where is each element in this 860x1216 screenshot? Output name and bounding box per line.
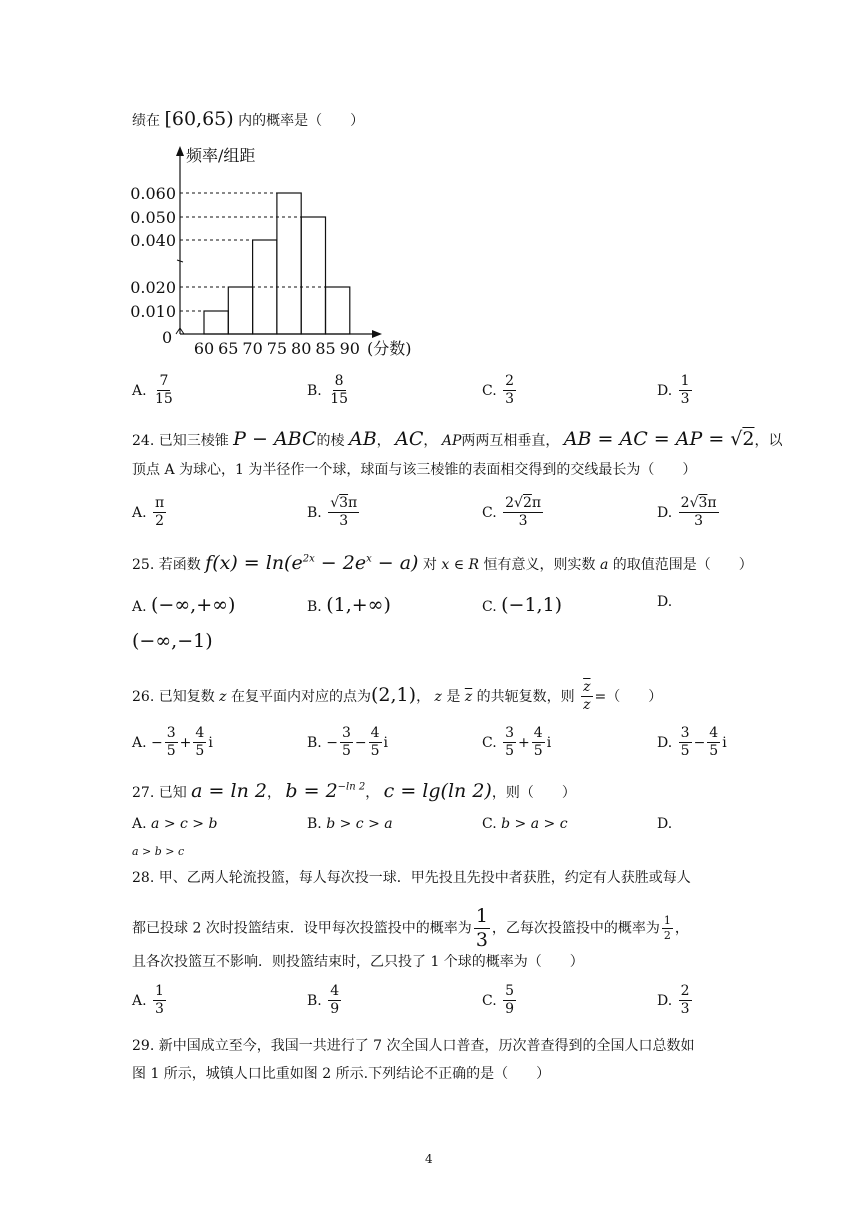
option-text: b > a > c (501, 816, 568, 832)
question-number: 27. (132, 785, 155, 801)
q25-line-1 (132, 552, 753, 575)
x-tick-label: 80 (291, 339, 312, 358)
denominator: 3 (339, 513, 349, 530)
q28-option-c[interactable] (482, 984, 518, 1018)
option-label: B. (307, 599, 322, 615)
option-label: C. (482, 816, 497, 832)
option-label: C. (482, 992, 497, 1009)
option-label: A. (132, 816, 147, 832)
histogram-bar (277, 193, 301, 334)
numerator: 2 (503, 374, 516, 391)
denominator: 5 (505, 743, 515, 760)
text: =（ ） (594, 688, 663, 705)
question-number: 25. (132, 557, 155, 573)
variable-z: z (434, 688, 442, 705)
expr-part: − 2e (314, 552, 367, 574)
definition-b (285, 780, 365, 802)
option-text: (−1,1) (501, 594, 563, 616)
option-label: D. (657, 992, 673, 1009)
q26-option-b[interactable] (307, 726, 388, 760)
q23-stem-prefix: 绩在 (132, 113, 160, 129)
q23-option-a[interactable] (132, 374, 177, 408)
denominator: 5 (533, 743, 543, 760)
sign: − (326, 734, 338, 751)
numerator: 3 (679, 726, 692, 743)
x-tick-label: 85 (315, 339, 336, 358)
exponent: −ln 2 (337, 781, 366, 793)
text: 的取值范围是（ ） (612, 557, 753, 573)
edge-ac: AC (395, 428, 424, 450)
text: ，则（ ） (491, 785, 576, 801)
denominator: 5 (341, 743, 351, 760)
option-label: A. (132, 734, 147, 751)
frequency-histogram (120, 138, 430, 370)
numerator: 4 (532, 726, 545, 743)
q28-line-3: 且各次投篮互不影响．则投篮结束时，乙只投了 1 个球的概率为（ ） (132, 954, 584, 970)
option-label: A. (132, 504, 147, 521)
text: 的棱 (316, 433, 345, 449)
numerator: π (153, 496, 166, 513)
histogram-bar (301, 217, 325, 334)
text: 恒有意义，则实数 (483, 557, 596, 573)
option-label: C. (482, 599, 497, 615)
q24-line-2: 顶点 A 为球心，1 为半径作一个球，球面与该三棱锥的表面相交得到的交线最长为（ ） (132, 462, 697, 478)
q26-option-d[interactable] (657, 726, 727, 760)
denominator: 5 (709, 743, 719, 760)
text: 都已投球 2 次时投篮结束．设甲每次投篮投中的概率为 (132, 920, 472, 937)
x-tick-label: 75 (266, 339, 288, 358)
denominator: 15 (155, 391, 173, 408)
text: 的共轭复数，则 (476, 688, 575, 705)
sqrt-value: 2 (742, 428, 755, 450)
q29-line-2: 图 1 所示，城镇人口比重如图 2 所示.下列结论不正确的是（ ） (132, 1066, 551, 1082)
option-label: D. (657, 382, 673, 399)
numerator: 2 (679, 984, 692, 1001)
q23-option-d[interactable] (657, 374, 694, 408)
imaginary-unit: i (383, 734, 388, 751)
option-label: A. (132, 599, 147, 615)
denominator: 15 (330, 391, 349, 408)
question-number: 29. (132, 1038, 155, 1054)
q25-option-c[interactable] (482, 594, 562, 617)
text: 是 (446, 688, 461, 705)
q25-option-d-value[interactable]: (−∞,−1) (132, 630, 213, 652)
text: 甲、乙两人轮流投篮，每人每次投一球．甲先投且先投中者获胜，约定有人获胜或每人 (158, 870, 691, 886)
numerator: 1 (153, 984, 166, 1001)
q23-option-c[interactable] (482, 374, 518, 408)
denominator: 5 (370, 743, 380, 760)
option-label: B. (307, 816, 322, 832)
option-label: A. (132, 992, 147, 1009)
radicand: 3 (339, 495, 349, 511)
option-text: (1,+∞) (326, 594, 391, 616)
q27-option-a[interactable] (132, 816, 217, 833)
numerator: 1 (679, 374, 692, 391)
exponent: x (366, 553, 372, 565)
q28-option-b[interactable] (307, 984, 343, 1018)
denominator: 9 (505, 1001, 515, 1018)
q27-option-d-value[interactable]: a > b > c (132, 845, 185, 858)
q28-option-d[interactable] (657, 984, 694, 1018)
text: 已知复数 (158, 688, 215, 705)
edge-ab: AB (348, 428, 377, 450)
numerator: $\overline{z}$ (581, 680, 592, 697)
denominator: 5 (680, 743, 690, 760)
denominator: 5 (166, 743, 176, 760)
x-axis-label: (分数) (367, 339, 412, 358)
sign: + (518, 734, 530, 751)
option-label: D. (657, 816, 673, 832)
sign: + (179, 734, 192, 751)
domain-condition: x ∈ R (441, 557, 480, 573)
option-label: B. (307, 504, 322, 521)
imaginary-unit: i (546, 734, 552, 751)
q23-interval: [60,65) (164, 108, 234, 130)
numerator: 4 (193, 726, 206, 743)
denominator: 3 (694, 513, 704, 530)
expr-tetrahedron: P − ABC (233, 428, 317, 450)
sqrt-sign: √ (730, 428, 743, 450)
option-label: C. (482, 504, 497, 521)
complex-point: (2,1) (371, 683, 417, 706)
x-tick-label: 60 (193, 339, 215, 358)
coef: 2 (505, 495, 515, 511)
text: 若函数 (158, 557, 201, 573)
equality-expr: AB = AC = AP = (563, 428, 731, 450)
q27-line-1 (132, 780, 576, 803)
text: ， (365, 785, 380, 801)
origin-label: 0 (162, 328, 173, 347)
pi: π (531, 495, 542, 511)
q26-option-a[interactable] (132, 726, 213, 760)
q24-line-1 (132, 428, 782, 451)
edge-ap: AP (441, 433, 462, 449)
text: 新中国成立至今，我国一共进行了 7 次全国人口普查，历次普查得到的全国人口总数如 (158, 1038, 695, 1054)
numerator: 8 (333, 374, 346, 391)
option-label: C. (482, 734, 497, 751)
question-number: 24. (132, 433, 155, 449)
option-text: (−∞,+∞) (151, 594, 236, 616)
q28-option-a[interactable] (132, 984, 168, 1018)
q23-option-b[interactable] (307, 374, 352, 408)
option-label: D. (657, 734, 673, 751)
histogram-bar (326, 287, 350, 334)
imaginary-unit: i (722, 734, 727, 751)
denominator: 3 (475, 928, 488, 951)
sign: − (354, 734, 367, 751)
option-text: b > c > a (326, 816, 393, 832)
variable-z: z (219, 688, 227, 705)
y-tick-label: 0.060 (130, 184, 176, 203)
numerator: 7 (157, 374, 170, 391)
question-number: 26. (132, 688, 155, 705)
option-label: B. (307, 992, 322, 1009)
sign: − (693, 734, 706, 751)
option-label: B. (307, 734, 322, 751)
q25-option-a[interactable] (132, 594, 235, 617)
definition-c: c = lg(ln 2) (383, 780, 492, 802)
denominator: z (583, 697, 591, 714)
denominator: 2 (155, 513, 165, 530)
pi: π (707, 495, 717, 511)
q29-line-1 (132, 1038, 695, 1055)
histogram-bar (228, 287, 252, 334)
definition-a: a = ln 2 (191, 780, 267, 802)
numerator: 3 (165, 726, 178, 743)
numerator: 4 (707, 726, 720, 743)
denominator: 3 (680, 391, 690, 408)
text: 已知 (158, 785, 187, 801)
x-tick-label: 65 (218, 339, 239, 358)
y-axis-label: 频率/组距 (186, 146, 256, 165)
q25-option-d[interactable] (657, 594, 672, 611)
option-label: C. (482, 382, 497, 399)
option-label: A. (132, 382, 147, 399)
text: ， (266, 785, 281, 801)
variable-a: a (599, 557, 609, 573)
radicand: 3 (698, 495, 708, 511)
numerator: 5 (503, 984, 516, 1001)
numerator: 4 (369, 726, 382, 743)
text: ， (423, 433, 438, 449)
q25-option-b[interactable] (307, 594, 391, 617)
q28-line-1 (132, 870, 691, 887)
text: 在复平面内对应的点为 (231, 688, 372, 705)
denominator: 2 (663, 928, 671, 942)
text: ，乙每次投篮投中的概率为 (491, 920, 660, 937)
text: 对 (422, 557, 437, 573)
denominator: 3 (155, 1001, 164, 1018)
y-axis-arrow-icon (176, 146, 184, 156)
q23-stem-suffix: 内的概率是（ ） (238, 113, 365, 129)
text: ， (376, 433, 391, 449)
q27-option-c[interactable] (482, 816, 568, 833)
sign: − (151, 734, 163, 751)
y-tick-label: 0.040 (130, 231, 176, 250)
option-label: D. (657, 594, 673, 610)
q27-option-b[interactable] (307, 816, 393, 833)
q23-stem (132, 108, 364, 131)
q27-option-d[interactable] (657, 816, 672, 833)
imaginary-unit: i (208, 734, 213, 751)
text: ， (416, 688, 431, 705)
histogram-bar (204, 311, 228, 334)
coef: 2 (680, 495, 690, 511)
q28-line-2 (132, 906, 689, 951)
text: 两两互相垂直， (461, 433, 560, 449)
numerator: 1 (662, 915, 673, 929)
y-tick-label: 0.050 (130, 208, 176, 227)
denominator: 3 (505, 391, 515, 408)
option-label: D. (657, 504, 673, 521)
q26-option-c[interactable] (482, 726, 551, 760)
function-expr (205, 552, 418, 574)
denominator: 3 (518, 513, 528, 530)
text: ， (674, 920, 689, 937)
numerator: 3 (503, 726, 516, 743)
radicand: 2 (522, 495, 532, 511)
q26-line-1 (132, 680, 662, 714)
x-axis-arrow-icon (372, 330, 382, 338)
denominator: 3 (680, 1001, 690, 1018)
page-number: 4 (425, 1152, 433, 1166)
expr-part: b = 2 (285, 780, 338, 802)
pi: π (348, 495, 358, 511)
q24-option-b[interactable]: B. $\frac{√3\pi}{3}$ (307, 495, 358, 530)
conjugate-z: $\overline{z}$ (464, 688, 473, 705)
numerator: 4 (328, 984, 341, 1001)
denominator: 5 (195, 743, 205, 760)
expr-part: f(x) = ln(e (205, 552, 303, 574)
q24-option-a[interactable] (132, 496, 168, 530)
x-tick-label: 70 (242, 339, 263, 358)
y-tick-label: 0.010 (130, 302, 176, 321)
q24-option-d[interactable]: D. $\frac{2√3\pi}{3}$ (657, 495, 717, 530)
text: 已知三棱锥 (158, 433, 229, 449)
exponent: 2x (302, 553, 315, 565)
numerator: 1 (475, 905, 488, 927)
q24-option-c[interactable]: C. $\frac{2√2\pi}{3}$ (482, 495, 542, 530)
question-number: 28. (132, 870, 155, 886)
option-label: B. (307, 382, 322, 399)
denominator: 9 (330, 1001, 340, 1018)
text: ，以 (754, 433, 783, 449)
expr-part: − a) (371, 552, 419, 574)
x-tick-label: 90 (339, 339, 360, 358)
numerator: 3 (340, 726, 353, 743)
y-tick-label: 0.020 (130, 278, 176, 297)
option-text: a > c > b (151, 816, 218, 832)
